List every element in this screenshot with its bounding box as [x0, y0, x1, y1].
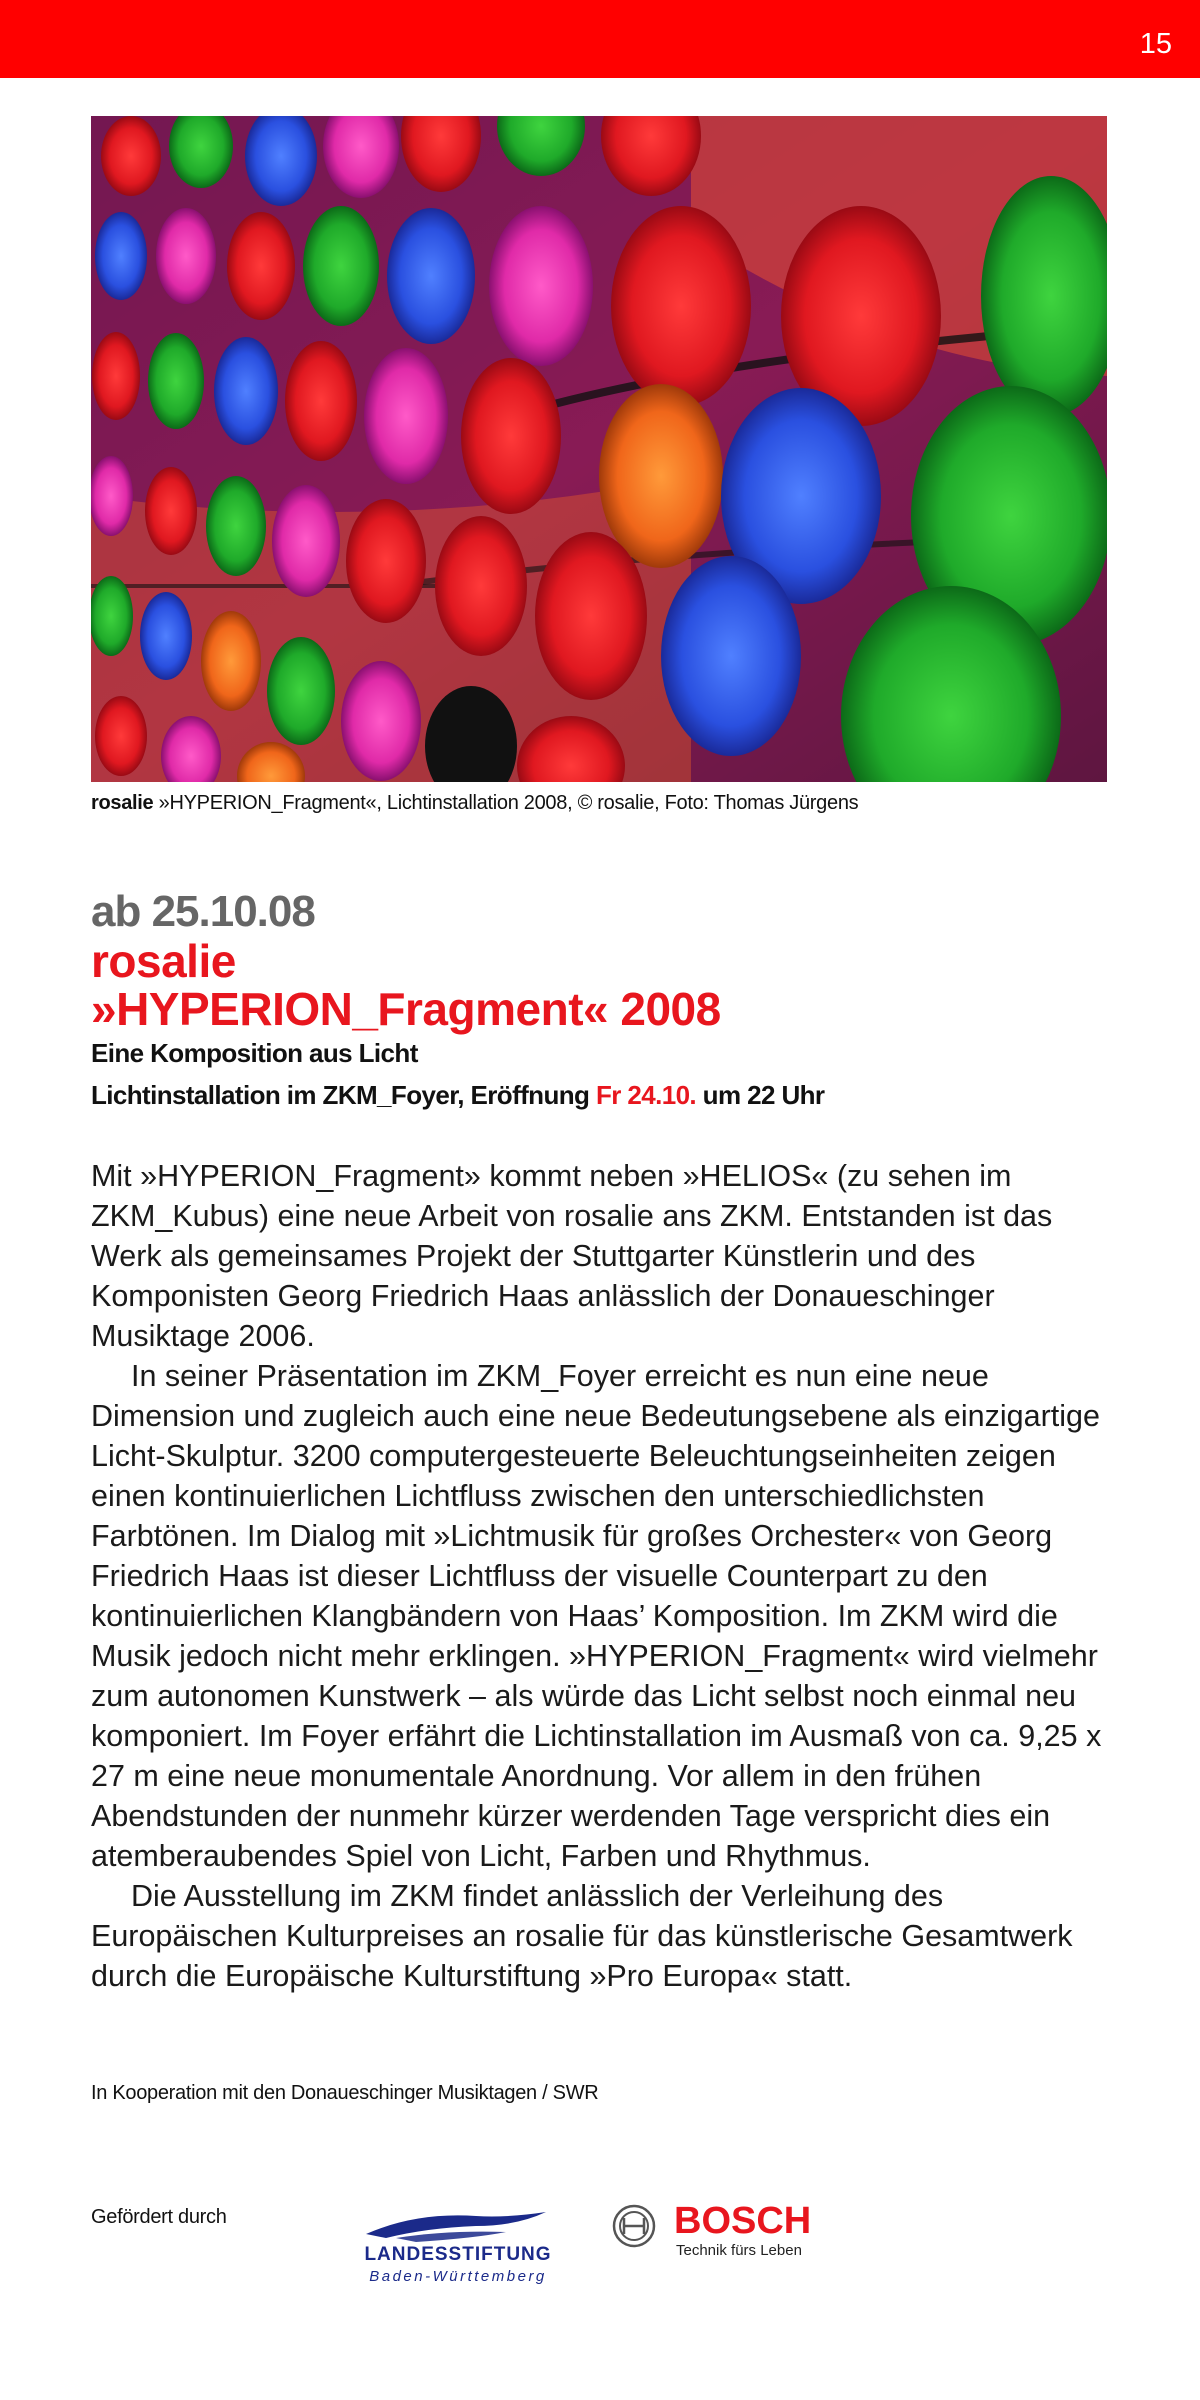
- event-artist: rosalie: [91, 935, 236, 987]
- funded-by-label: Gefördert durch: [91, 2206, 227, 2228]
- event-date: ab 25.10.08: [91, 887, 315, 936]
- bosch-armature-icon: [612, 2204, 656, 2248]
- body-paragraph-1: Mit »HYPERION_Fragment» kommt neben »HELIOS« (zu sehen im ZKM_Kubus) eine neue Arbeit von rosalie ans ZKM. Entstanden ist das Werk als gemeinsames Projekt der Stuttgarter Künstlerin und des Komponisten Georg Friedrich Haas anlässlich der Donaueschinger Musiktage 2006.: [91, 1159, 1053, 1353]
- colorful-light-tubes-photo: [91, 116, 1107, 782]
- bosch-logo: [612, 2200, 822, 2266]
- body-paragraph-2: In seiner Präsentation im ZKM_Foyer erreicht es nun eine neue Dimension und zugleich auch eine neue Bedeutungsebene als einzigartige Licht-Skulptur. 3200 computergesteuerte Beleuchtungseinheiten zeigen einen kontinuierlichen Lichtfluss zwischen den unterschiedlichsten Farbtönen. Im Dialog mit »Lichtmusik für großes Orchester« von Georg Friedrich Haas ist dieser Lichtfluss der visuelle Counterpart zu den kontinuierlichen Klangbändern von Haas’ Komposition. Im ZKM wird die Musik jedoch nicht mehr erklingen. »HYPERION_Fragment« wird vielmehr zum autonomen Kunstwerk – als würde das Licht selbst noch einmal neu komponiert. Im Foyer erfährt die Lichtinstallation im Ausmaß von ca. 9,25 x 27 m eine neue monumentale Anordnung. Vor allem in den frühen Abendstunden der nunmehr kürzer werdenden Tage verspricht dies ein atemberaubendes Spiel von Licht, Farben und Rhythmus.: [91, 1359, 1102, 1873]
- page-number: 15: [1139, 28, 1172, 60]
- top-bar: [0, 0, 1200, 78]
- landesstiftung-swoosh-icon: [356, 2208, 560, 2244]
- landesstiftung-region: Baden-Württemberg: [369, 2268, 547, 2285]
- photo-caption: [91, 792, 1107, 815]
- bosch-name: BOSCH: [674, 2200, 812, 2242]
- bosch-claim: Technik fürs Leben: [676, 2242, 802, 2259]
- event-title: »HYPERION_Fragment« 2008: [91, 983, 721, 1035]
- event-subtitle: Eine Komposition aus Licht: [91, 1038, 418, 1068]
- event-details: [91, 1080, 1107, 1111]
- cooperation-note: In Kooperation mit den Donaueschinger Musiktagen / SWR: [91, 2082, 599, 2104]
- caption-artist: rosalie: [91, 792, 154, 814]
- event-details-pre: Lichtinstallation im ZKM_Foyer, Eröffnung: [91, 1080, 596, 1110]
- body-paragraph-3: Die Ausstellung im ZKM findet anlässlich der Verleihung des Europäischen Kulturpreises an rosalie für das künstlerische Gesamtwerk durch die Europäische Kulturstiftung »Pro Europa« statt.: [91, 1879, 1073, 1993]
- landesstiftung-logo: [356, 2208, 560, 2290]
- opening-date: Fr 24.10.: [595, 1080, 697, 1110]
- event-details-post: um 22 Uhr: [696, 1080, 825, 1110]
- landesstiftung-name: LANDESSTIFTUNG: [364, 2244, 552, 2265]
- caption-text: »HYPERION_Fragment«, Lichtinstallation 2008, © rosalie, Foto: Thomas Jürgens: [153, 792, 859, 814]
- body-text: [91, 1156, 1111, 1996]
